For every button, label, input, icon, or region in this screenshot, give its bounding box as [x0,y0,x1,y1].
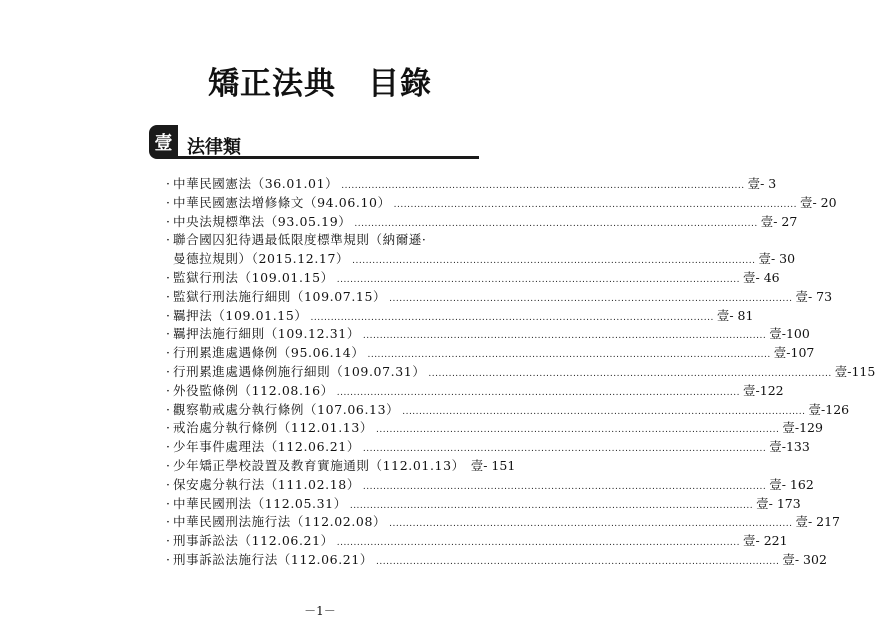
toc-entry[interactable] [163,344,815,363]
toc-entry-page: 壹-129 [782,420,823,436]
toc-entry[interactable] [163,307,754,326]
toc-entry-title: 外役監條例（112.08.16） [173,382,334,398]
toc-entry[interactable] [163,175,777,194]
toc-entry-page: 壹-122 [743,382,784,398]
dot-leader: ........................................................................................................................ [352,256,756,267]
bullet-mark: · [166,176,170,191]
toc-entry[interactable] [163,401,850,420]
bullet-mark: · [166,457,170,473]
bullet-mark: · [166,213,170,229]
bullet-mark: · [166,401,170,417]
toc-entry-title: 戒治處分執行條例（112.01.13） [173,420,374,436]
toc-entry[interactable] [163,551,827,570]
toc-entry-page: 壹- 3 [747,176,777,191]
dot-leader: ........................................................................................................................ [349,500,754,511]
toc-entry-title: 羈押法施行細則（109.12.31） [173,326,360,342]
toc-entry[interactable] [163,438,810,457]
dot-leader: ........................................................................................................................ [389,519,793,530]
toc-entry-page: 壹-133 [769,439,810,455]
toc-entry[interactable] [163,363,875,382]
dot-leader: ........................................................................................................................ [402,406,806,417]
toc-entry[interactable] [163,231,484,250]
toc-entry-page: 壹- 27 [760,213,798,229]
toc-entry-title: 中華民國刑法施行法（112.02.08） [173,514,387,530]
bullet-mark: · [166,269,170,285]
toc-entry-page: 壹-115 [834,363,875,379]
toc-entry-page: 壹- 162 [769,476,814,492]
toc-entry-page: 壹- 46 [743,269,780,285]
toc-entry[interactable] [163,532,788,551]
dot-leader: ........................................................................................................................ [393,199,797,210]
toc-entry-title: 保安處分執行法（111.02.18） [173,476,360,492]
toc-entry-page: 壹- 73 [795,288,833,304]
bullet-mark: · [166,514,170,530]
page-number: －1－ [304,604,336,618]
toc-entry-title: 監獄行刑法施行細則（109.07.15） [173,288,387,304]
toc-entry-page: 壹- 221 [743,533,788,549]
dot-leader: ........................................................................................................................ [389,293,793,304]
page-title: 矯正法典 目錄 [208,66,432,102]
section-label: 法律類 [187,137,241,158]
bullet-mark: · [166,232,170,248]
table-of-contents [163,175,875,570]
dot-leader: ........................................................................................................................ [362,331,767,342]
dot-leader: ........................................................................................................................ [428,368,832,379]
toc-entry[interactable] [163,419,823,438]
dot-leader: ........................................................................................................................ [310,312,714,323]
toc-entry-title: 刑事訴訟法施行法（112.06.21） [173,551,374,567]
bullet-mark: · [166,382,170,398]
toc-entry-page: 壹- 30 [758,251,796,267]
bullet-mark: · [166,476,170,492]
toc-entry[interactable] [163,269,780,288]
section-header [149,125,479,159]
bullet-mark: · [166,420,170,436]
section-underline [178,156,479,159]
toc-entry-page: 壹- 151 [470,457,516,473]
toc-entry[interactable] [163,457,516,476]
toc-entry-title: 少年事件處理法（112.06.21） [173,439,360,455]
toc-entry[interactable] [163,513,840,532]
toc-entry-page: 壹- 173 [756,495,801,511]
toc-entry-page: 壹- 217 [795,514,840,530]
bullet-mark: · [166,439,170,455]
toc-entry-title: 觀察勒戒處分執行條例（107.06.13） [173,401,400,417]
bullet-mark: · [166,533,170,549]
dot-leader: ........................................................................................................................ [362,444,767,455]
toc-entry[interactable] [163,476,814,495]
toc-entry-title: 中華民國憲法增修條文（94.06.10） [173,194,391,210]
toc-entry[interactable] [163,325,810,344]
bullet-mark: · [166,345,170,361]
toc-entry-page: 壹- 81 [716,307,754,323]
bullet-mark: · [166,288,170,304]
toc-entry-title: 少年矯正學校設置及教育實施通則（112.01.13） [173,457,465,473]
bullet-mark: · [166,363,170,379]
dot-leader: ........................................................................................................................ [376,425,780,436]
section-number-tab: 壹 [149,125,178,159]
toc-entry[interactable] [163,194,837,213]
toc-entry-page: 壹- 20 [799,194,837,210]
toc-entry[interactable] [163,288,833,307]
toc-entry-title: 監獄行刑法（109.01.15） [173,269,334,285]
bullet-mark: · [166,194,170,210]
toc-entry[interactable] [163,495,801,514]
toc-entry-title: 聯合國囚犯待遇最低限度標準規則（納爾遜· [173,232,427,248]
dot-leader: ........................................................................................................................ [341,181,745,191]
toc-entry-page: 壹- 302 [782,551,827,567]
toc-entry-continuation[interactable] [163,250,796,269]
toc-entry-title: 曼德拉規則）（2015.12.17） [173,251,350,267]
toc-entry[interactable] [163,382,784,401]
toc-entry-title: 中華民國刑法（112.05.31） [173,495,347,511]
bullet-mark: · [166,495,170,511]
toc-entry-title: 中華民國憲法（36.01.01） [173,176,339,191]
toc-entry-title: 刑事訴訟法（112.06.21） [173,533,334,549]
dot-leader: ........................................................................................................................ [376,556,780,567]
dot-leader: ........................................................................................................................ [336,274,741,285]
toc-entry-page: 壹-126 [808,401,850,417]
toc-entry-page: 壹-107 [773,345,815,361]
dot-leader: ........................................................................................................................ [367,350,771,361]
toc-entry-title: 羈押法（109.01.15） [173,307,308,323]
dot-leader: ........................................................................................................................ [336,387,741,398]
toc-entry[interactable] [163,213,798,232]
toc-entry-page: 壹-100 [769,326,810,342]
bullet-mark: · [166,326,170,342]
toc-entry-title: 中央法規標準法（93.05.19） [173,213,352,229]
bullet-mark: · [166,307,170,323]
dot-leader: ........................................................................................................................ [362,481,767,492]
toc-entry-title: 行刑累進處遇條例（95.06.14） [173,345,365,361]
dot-leader: ........................................................................................................................ [354,218,758,229]
toc-entry-title: 行刑累進處遇條例施行細則（109.07.31） [173,363,426,379]
dot-leader: ........................................................................................................................ [336,538,741,549]
bullet-mark: · [166,551,170,567]
